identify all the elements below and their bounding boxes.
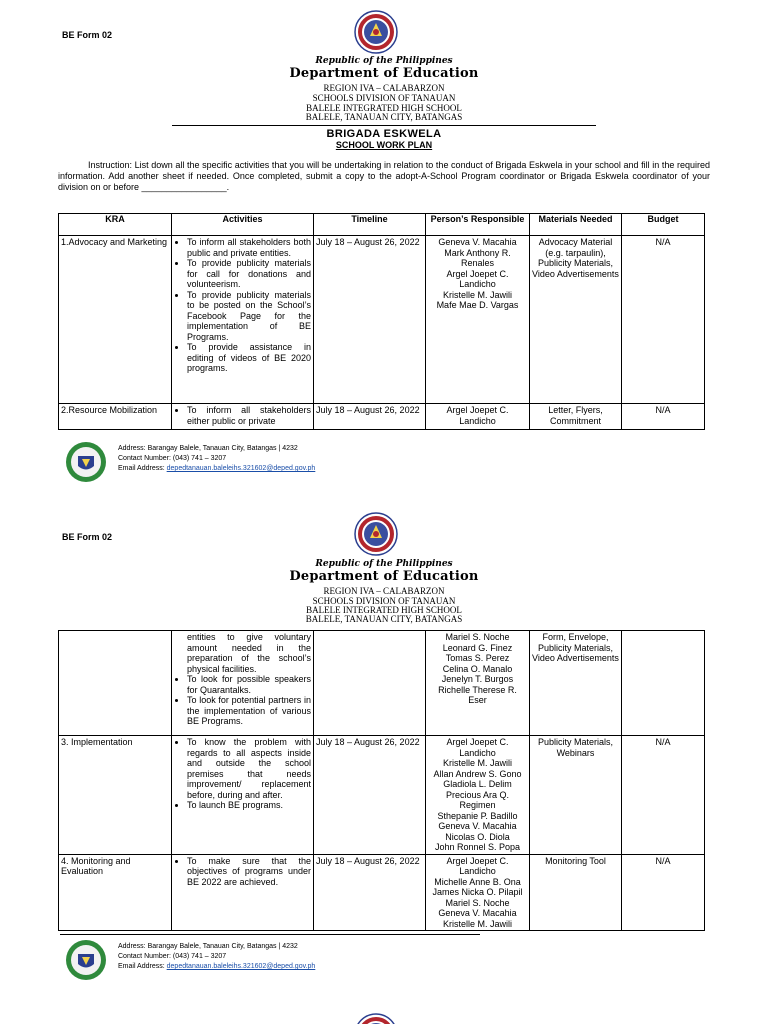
materials-cell: Publicity Materials, Webinars [530,736,622,855]
republic-line: Republic of the Philippines [315,56,453,66]
person-name: Mariel S. Noche [445,632,510,642]
document-page-3 [0,1005,768,1024]
document-page-1 [0,0,768,500]
footer-contact-label: Contact Number: [118,953,171,960]
deped-seal-icon [354,1013,398,1024]
kra-cell: 1.Advocacy and Marketing [59,236,172,404]
school-logo-icon [64,440,108,484]
persons-cell [426,736,530,855]
person-name: Argel Joepet C. Landicho [446,737,509,758]
timeline-cell: July 18 – August 26, 2022 [314,404,426,430]
col-header-materials: Materials Needed [530,214,622,236]
person-name: Richelle Therese R. Eser [438,684,517,705]
header-divider [172,125,596,126]
activities-cell [172,236,314,404]
form-number: BE Form 02 [62,30,113,40]
footer-email-link[interactable]: depedtanauan.baleleihs.321602@deped.gov.ph [166,465,316,472]
activity-item-continued: entities to give voluntary amount needed in the preparation of the school’s physical facilities. [187,632,311,674]
school-address-line: BALELE, TANAUAN CITY, BATANGAS [305,112,463,122]
person-name: Precious Ara Q. Regimen [445,789,510,810]
persons-cell [426,236,530,404]
deped-seal-icon [354,10,398,54]
division-line: SCHOOLS DIVISION OF TANAUAN [312,93,456,103]
person-name: Mark Anthony R. Renales [444,247,511,268]
person-name: John Ronnel S. Popa [434,842,521,852]
school-logo-icon [64,938,108,982]
kra-cell: 4. Monitoring and Evaluation [59,854,172,931]
person-name: Allan Andrew S. Gono [433,768,522,779]
person-name: Sthepanie P. Badillo [437,810,518,821]
footer-email-link[interactable]: depedtanauan.baleleihs.321602@deped.gov.ph [166,963,316,970]
person-name: Gladiola L. Delim [443,779,512,789]
footer-address-label: Address: [118,943,146,950]
division-line: SCHOOLS DIVISION OF TANAUAN [312,596,456,606]
republic-line: Republic of the Philippines [315,559,453,569]
work-plan-table-page-2 [58,630,705,931]
person-name: Michelle Anne B. Ona [434,876,521,887]
persons-cell [426,631,530,736]
footer-contact-block [118,942,315,972]
person-name: Mafe Mae D. Vargas [436,300,519,310]
footer-email-label: Email Address: [118,465,165,472]
materials-cell: Monitoring Tool [530,854,622,931]
person-name: Argel Joepet C. Landicho [446,405,509,426]
activity-item: • To inform all stakeholders either public or private [187,405,311,426]
table-row [59,736,705,855]
person-name: Leonard G. Finez [442,642,513,653]
persons-cell [426,854,530,931]
activities-cell [172,631,314,736]
col-header-budget: Budget [622,214,705,236]
department-name: Department of Education [289,66,479,81]
activity-item: • To look for potential partners in the implementation of various BE Programs. [187,695,311,727]
kra-cell [59,631,172,736]
school-address-line: BALELE, TANAUAN CITY, BATANGAS [305,614,463,624]
school-line: BALELE INTEGRATED HIGH SCHOOL [306,605,462,615]
table-row [59,631,705,736]
budget-cell: N/A [622,236,705,404]
activity-item: • To make sure that the objectives of programs under BE 2022 are achieved. [187,856,311,888]
form-number: BE Form 02 [62,532,113,542]
table-row [59,404,705,430]
activity-item: • To inform all stakeholders both public and private entities. [187,237,311,258]
activity-item: • To look for possible speakers for Quarantalks. [187,674,311,695]
footer-address: Barangay Balele, Tanauan City, Batangas | 4232 [147,445,298,452]
materials-cell: Letter, Flyers, Commitment [530,404,622,430]
activities-cell [172,404,314,430]
person-name: Geneva V. Macahia [438,821,517,831]
activity-item: • To launch BE programs. [187,800,311,811]
person-name: Celina O. Manalo [442,663,513,674]
footer-contact-number: (043) 741 – 3207 [172,953,227,960]
budget-cell: N/A [622,736,705,855]
region-line: REGION IVA – CALABARZON [323,586,445,596]
person-name: Nicolas O. Diola [445,831,510,842]
budget-cell: N/A [622,404,705,430]
activity-item: • To provide assistance in editing of videos of BE 2020 programs. [187,342,311,374]
doc-subtitle: SCHOOL WORK PLAN [335,140,433,150]
footer-divider [60,934,480,935]
timeline-cell: July 18 – August 26, 2022 [314,736,426,855]
timeline-cell: July 18 – August 26, 2022 [314,236,426,404]
table-row [59,236,705,404]
kra-cell: 2.Resource Mobilization [59,404,172,430]
person-name: Jenelyn T. Burgos [441,674,514,684]
activities-cell [172,854,314,931]
doc-title: BRIGADA ESKWELA [326,128,442,140]
person-name: Argel Joepet C. Landicho [446,855,509,876]
budget-cell: N/A [622,854,705,931]
person-name: James Nicka O. Pilapil [432,887,523,897]
footer-contact-number: (043) 741 – 3207 [172,455,227,462]
persons-cell [426,404,530,430]
document-page-2 [0,500,768,1005]
instruction-text: Instruction: List down all the specific activities that you will be undertaking in relation to the conduct of Brigada Eskwela in your school and fill in the required information. Add another sheet if needed. Once completed, submit a copy to the adopt-A-School Program coordinator or Brigada Eskwela coordinator of your division on or before _________________. [58,160,710,192]
person-name: Argel Joepet C. Landicho [446,268,509,289]
timeline-cell [314,631,426,736]
person-name: Kristelle M. Jawili [442,918,512,929]
school-line: BALELE INTEGRATED HIGH SCHOOL [306,103,462,113]
person-name: Kristelle M. Jawili [442,758,512,768]
person-name: Mariel S. Noche [445,897,510,908]
footer-email-label: Email Address: [118,963,165,970]
col-header-activities: Activities [172,214,314,236]
col-header-timeline: Timeline [314,214,426,236]
table-row [59,854,705,931]
table-header-row [59,214,705,236]
activity-item: • To provide publicity materials to be posted on the School’s Facebook Page for the implementation of BE Programs. [187,290,311,343]
department-name: Department of Education [289,569,479,584]
deped-seal-icon [354,512,398,556]
activities-cell [172,736,314,855]
col-header-persons: Person’s Responsible [426,214,530,236]
region-line: REGION IVA – CALABARZON [323,83,445,93]
footer-address-label: Address: [118,445,146,452]
person-name: Kristelle M. Jawili [442,289,512,300]
footer-contact-label: Contact Number: [118,455,171,462]
footer-address: Barangay Balele, Tanauan City, Batangas | 4232 [147,943,298,950]
kra-cell: 3. Implementation [59,736,172,855]
person-name: Geneva V. Macahia [438,237,517,247]
materials-cell: Advocacy Material (e.g. tarpaulin), Publicity Materials, Video Advertisements [530,236,622,404]
person-name: Geneva V. Macahia [438,908,517,918]
activity-item: • To provide publicity materials for call for donations and volunteerism. [187,258,311,290]
footer-contact-block [118,444,315,474]
materials-cell: Form, Envelope, Publicity Materials, Video Advertisements [530,631,622,736]
col-header-kra: KRA [59,214,172,236]
activity-item: • To know the problem with regards to all aspects inside and outside the school premises that needs improvement/ replacement before, during and after. [187,737,311,800]
timeline-cell: July 18 – August 26, 2022 [314,854,426,931]
person-name: Tomas S. Perez [445,653,510,663]
budget-cell [622,631,705,736]
work-plan-table-page-1 [58,213,705,430]
